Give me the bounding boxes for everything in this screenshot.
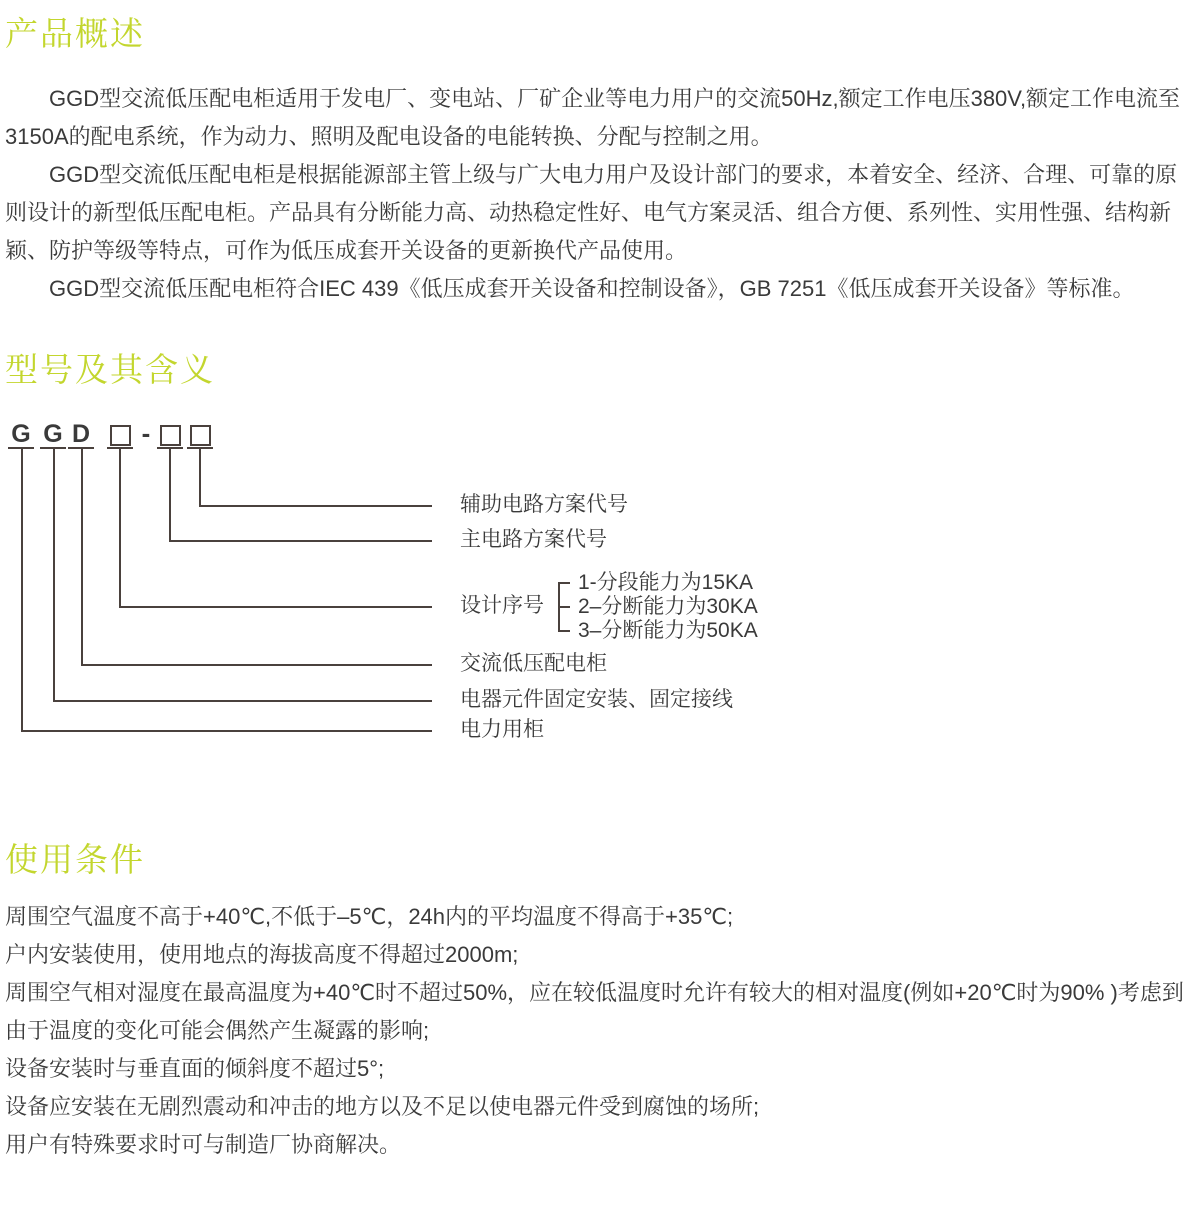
condition-item-1: 周围空气温度不高于+40℃,不低于–5℃，24h内的平均温度不得高于+35℃; — [5, 904, 734, 929]
code-box-design-serial — [110, 425, 131, 446]
condition-item-3: 周围空气相对湿度在最高温度为+40℃时不超过50%，应在较低温度时允许有较大的相对温度(例如+20℃时为90% )考虑到由于温度的变化可能会偶然产生凝露的影响; — [5, 980, 1184, 1043]
overview-paragraph-2: GGD型交流低压配电柜是根据能源部主管上级与广大电力用户及设计部门的要求，本着安全、经济、合理、可靠的原则设计的新型低压配电柜。产品具有分断能力高、动热稳定性好、电气方案灵活、组合方便、系列性、实用性强、结构新颖、防护等级等特点，可作为低压成套开关设备的更新换代产品使用。 — [5, 162, 1178, 263]
code-char-g1: G — [11, 420, 31, 448]
label-ac-lv-cabinet: 交流低压配电柜 — [460, 652, 607, 675]
connector-line-aux-circuit — [199, 449, 432, 507]
code-char-g2: G — [43, 420, 63, 448]
conditions-list — [5, 898, 1191, 1164]
section-title-overview: 产品概述 — [5, 15, 145, 52]
condition-item-2: 户内安装使用，使用地点的海拔高度不得超过2000m; — [5, 942, 519, 967]
code-box-main-circuit — [160, 425, 181, 446]
overview-paragraph-3: GGD型交流低压配电柜符合IEC 439《低压成套开关设备和控制设备》，GB 7251《低压成套开关设备》等标准。 — [49, 276, 1135, 301]
section-title-model: 型号及其含义 — [5, 351, 215, 388]
code-dash: - — [141, 418, 151, 448]
condition-item-4: 设备安装时与垂直面的倾斜度不超过5°; — [5, 1056, 385, 1081]
design-option-15ka: 1-分段能力为15KA — [578, 571, 754, 594]
design-options-bracket-tick-mid — [558, 606, 570, 608]
label-power-cabinet: 电力用柜 — [460, 718, 544, 741]
section-title-conditions: 使用条件 — [5, 841, 145, 878]
condition-item-6: 用户有特殊要求时可与制造厂协商解决。 — [5, 1132, 402, 1157]
overview-paragraph-1: GGD型交流低压配电柜适用于发电厂、变电站、厂矿企业等电力用户的交流50Hz,额定工作电压380V,额定工作电流至3150A的配电系统，作为动力、照明及配电设备的电能转换、分配与控制之用。 — [5, 86, 1181, 149]
label-fixed-mount-wiring: 电器元件固定安装、固定接线 — [460, 688, 733, 711]
label-aux-circuit-code: 辅助电路方案代号 — [460, 493, 628, 516]
design-options-bracket-tick-top — [558, 582, 570, 584]
code-box-aux-circuit — [190, 425, 211, 446]
design-option-30ka: 2–分断能力为30KA — [578, 595, 758, 618]
label-design-serial: 设计序号 — [460, 594, 544, 617]
code-char-d: D — [71, 420, 91, 448]
design-options-bracket-tick-bottom — [558, 630, 570, 632]
design-option-50ka: 3–分断能力为50KA — [578, 619, 758, 642]
label-main-circuit-code: 主电路方案代号 — [460, 528, 607, 551]
condition-item-5: 设备应安装在无剧烈震动和冲击的地方以及不足以使电器元件受到腐蚀的场所; — [5, 1094, 760, 1119]
